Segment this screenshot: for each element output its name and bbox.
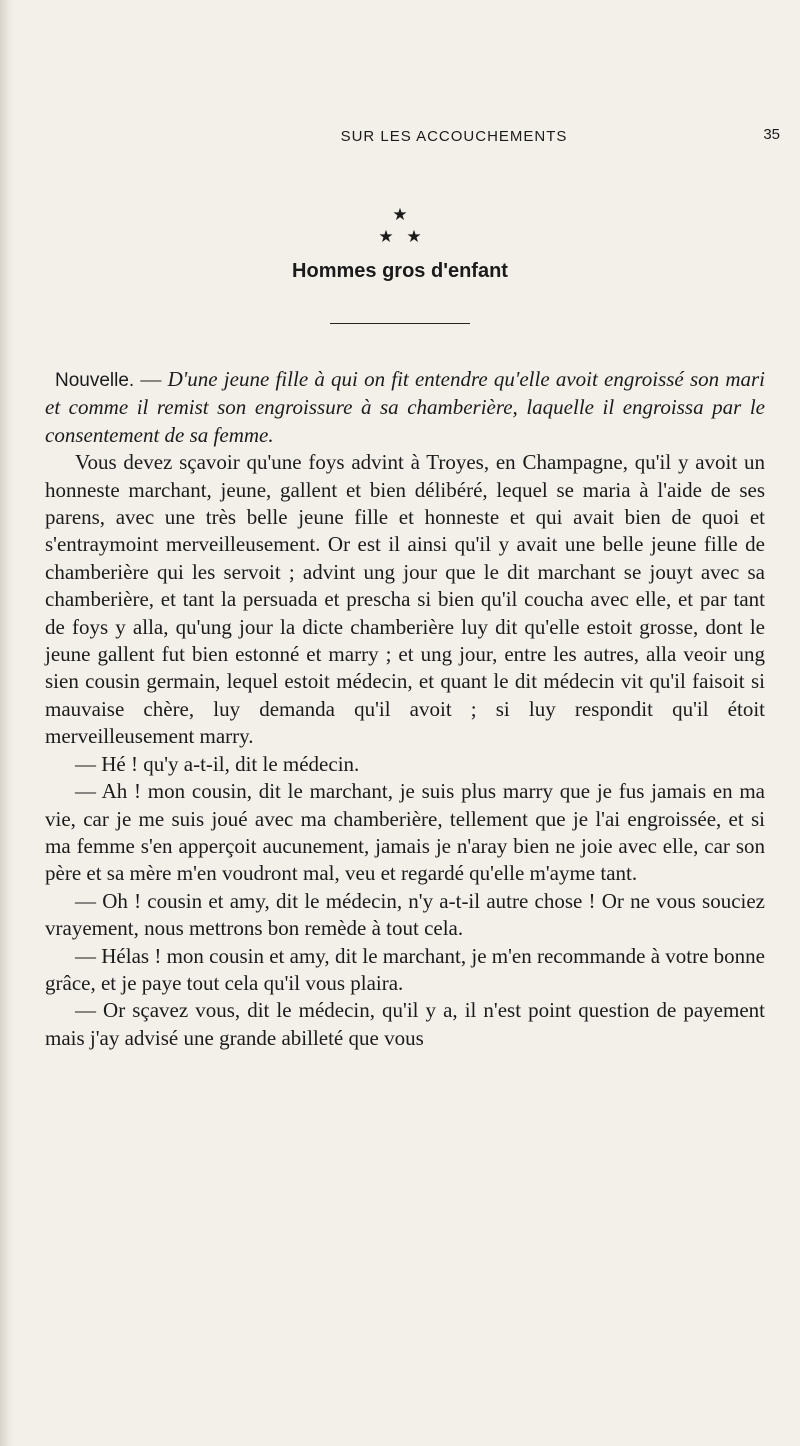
- chapter-title: Hommes gros d'enfant: [292, 260, 508, 282]
- story-heading-paragraph: [45, 366, 765, 449]
- story-paragraph: Vous devez sçavoir qu'une foys advint à Troyes, en Champagne, qu'il y avoit un honneste marchant, jeune, gallent et bien délibéré, lequel se maria à l'aide de ses parens, avec une très belle jeune fille et honneste et qui avait bien de quoi et s'entraymoint merveilleusement. Or est il ainsi qu'il y avait une belle jeune fille de chamberière qui les servoit ; advint ung jour que le dit marchant se jouyt avec sa chamberière, et tant la persuada et prescha si bien qu'il coucha avec elle, et par tant de foys y alla, qu'ung jour la dicte chamberière luy dit qu'elle estoit grosse, dont le jeune gallent fut bien estonné et marry ; et ung jour, entre les autres, alla veoir ung sien cousin germain, lequel estoit médecin, et quant le dit médecin vit qu'il faisoit si mauvaise chère, luy demanda qu'il avoit ; si luy respondit qu'il étoit merveilleusement marry.: [45, 450, 765, 749]
- story-dash: —: [134, 367, 168, 391]
- asterism-ornament: [355, 204, 445, 254]
- story-body: [45, 366, 765, 1052]
- story-paragraph: — Hélas ! mon cousin et amy, dit le marchant, je m'en recommande à votre bonne grâce, et je paye tout cela qu'il vous plaira.: [45, 943, 765, 995]
- story-paragraph: — Hé ! qu'y a-t-il, dit le médecin.: [75, 751, 360, 776]
- story-paragraph: — Oh ! cousin et amy, dit le médecin, n'y a-t-il autre chose ! Or ne vous souciez vrayement, nous mettrons bon remède à tout cela.: [45, 888, 765, 941]
- story-subtitle: D'une jeune fille à qui on fit entendre qu'elle avoit engroissé son mari et comme il remist son engroissure à sa chamberière, laquelle il engroissa par le consentement de sa femme.: [45, 367, 765, 447]
- page-gutter-shadow: [0, 0, 14, 1446]
- page-number: 35: [763, 126, 780, 143]
- asterism-stars-bottom: ★ ★: [378, 227, 422, 246]
- story-label: Nouvelle.: [55, 370, 135, 391]
- asterism-star-top: ★: [392, 205, 408, 224]
- story-paragraph: — Ah ! mon cousin, dit le marchant, je suis plus marry que je fus jamais en ma vie, car je me suis joué avec ma chamberière, tellement que je l'ai engroissée, et si ma femme s'en apperçoit aucunement, jamais je n'aray bien ne joie avec elle, car son père et sa mère m'en voudront mal, veu et regardé qu'elle m'ayme tant.: [45, 779, 765, 886]
- running-head: SUR LES ACCOUCHEMENTS: [340, 128, 568, 145]
- title-rule-divider: [330, 323, 470, 324]
- story-paragraph: — Or sçavez vous, dit le médecin, qu'il y a, il n'est point question de payement mais j'ay advisé une grande abilleté que vous: [45, 998, 765, 1050]
